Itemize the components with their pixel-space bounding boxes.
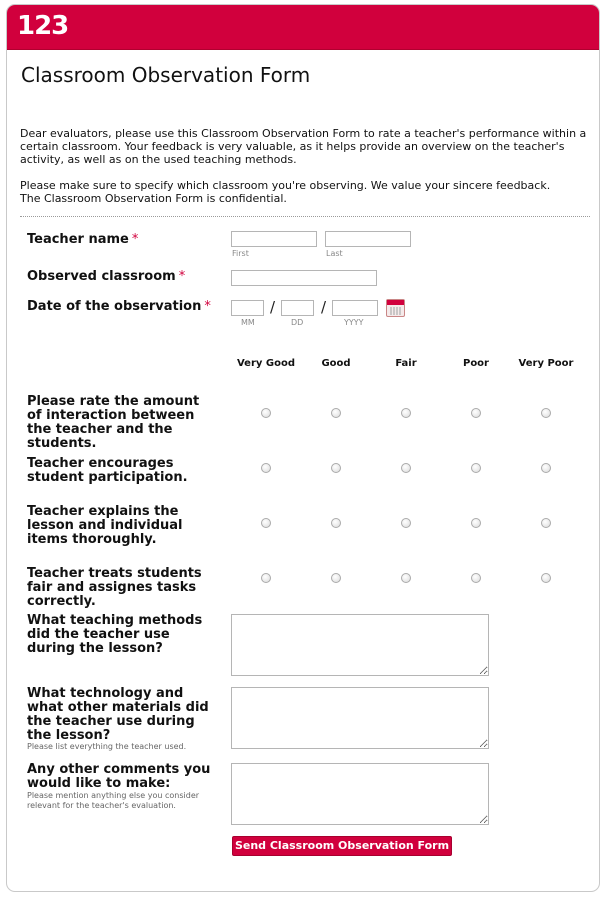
comments-help: Please mention anything else you consider relevant for the teacher's evaluation. xyxy=(27,791,200,810)
rating-radio[interactable] xyxy=(261,573,271,583)
technology-help: Please list everything the teacher used. xyxy=(27,742,187,751)
first-name-input[interactable] xyxy=(231,231,317,247)
rating-radio[interactable] xyxy=(401,463,411,473)
required-mark: * xyxy=(204,299,211,314)
rating-row-label: Teacher treats students fair and assignes tasks correctly. xyxy=(27,566,202,609)
column-very-poor: Very Poor xyxy=(518,358,574,369)
intro-text xyxy=(20,127,590,205)
form-card xyxy=(6,4,600,892)
required-mark: * xyxy=(131,232,139,247)
last-name-sub: Last xyxy=(326,249,343,258)
rating-radio[interactable] xyxy=(261,408,271,418)
rating-radio[interactable] xyxy=(471,408,481,418)
rating-radio[interactable] xyxy=(471,463,481,473)
methods-textarea[interactable] xyxy=(231,614,489,676)
rating-radio[interactable] xyxy=(261,463,271,473)
rating-radio[interactable] xyxy=(541,518,551,528)
technology-textarea[interactable] xyxy=(231,687,489,749)
rating-radio[interactable] xyxy=(541,573,551,583)
calendar-icon[interactable] xyxy=(386,299,405,317)
header-bar xyxy=(7,5,599,50)
divider xyxy=(20,216,590,217)
rating-row-label: Teacher encourages student participation. xyxy=(27,456,188,485)
first-name-sub: First xyxy=(232,249,249,258)
comments-textarea[interactable] xyxy=(231,763,489,825)
intro-paragraph-1: Dear evaluators, please use this Classroom Observation Form to rate a teacher's performance within a certain classroom. Your feedback is very valuable, as it helps provide an overview on the teacher's activity, as well as on the used teaching methods. xyxy=(20,127,587,166)
rating-radio[interactable] xyxy=(541,463,551,473)
rating-radio[interactable] xyxy=(471,518,481,528)
column-good: Good xyxy=(321,358,351,369)
date-label: Date of the observation * xyxy=(27,299,211,314)
date-separator: / xyxy=(270,298,276,316)
rating-radio[interactable] xyxy=(331,518,341,528)
classroom-label: Observed classroom * xyxy=(27,269,186,284)
rating-radio[interactable] xyxy=(401,573,411,583)
date-year-sub: YYYY xyxy=(344,318,364,327)
date-separator: / xyxy=(321,298,327,316)
column-poor: Poor xyxy=(462,358,489,369)
rating-row-label: Please rate the amount of interaction between the teacher and the students. xyxy=(27,394,200,451)
logo: 123 xyxy=(17,11,69,41)
date-month-input[interactable] xyxy=(231,300,264,316)
comments-label: Any other comments you would like to make: xyxy=(27,762,211,791)
date-month-sub: MM xyxy=(241,318,255,327)
column-fair: Fair xyxy=(395,358,417,369)
date-day-sub: DD xyxy=(291,318,304,327)
required-mark: * xyxy=(178,269,186,284)
last-name-input[interactable] xyxy=(325,231,411,247)
rating-radio[interactable] xyxy=(261,518,271,528)
technology-label: What technology and what other materials did the teacher use during the lesson? xyxy=(27,686,209,743)
rating-radio[interactable] xyxy=(401,408,411,418)
rating-radio[interactable] xyxy=(331,408,341,418)
date-day-input[interactable] xyxy=(281,300,314,316)
rating-radio[interactable] xyxy=(471,573,481,583)
classroom-input[interactable] xyxy=(231,270,377,286)
column-very-good: Very Good xyxy=(236,358,295,369)
rating-radio[interactable] xyxy=(401,518,411,528)
rating-radio[interactable] xyxy=(541,408,551,418)
rating-radio[interactable] xyxy=(331,573,341,583)
rating-radio[interactable] xyxy=(331,463,341,473)
date-year-input[interactable] xyxy=(332,300,378,316)
rating-row-label: Teacher explains the lesson and individual items thoroughly. xyxy=(27,504,183,547)
intro-paragraph-2: Please make sure to specify which classroom you're observing. We value your sincere feedback. The Classroom Observation Form is confidential. xyxy=(20,179,551,205)
methods-label: What teaching methods did the teacher use during the lesson? xyxy=(27,613,203,656)
submit-button[interactable]: Send Classroom Observation Form xyxy=(232,836,452,856)
teacher-name-label: Teacher name * xyxy=(27,232,139,247)
page-title: Classroom Observation Form xyxy=(21,63,311,87)
